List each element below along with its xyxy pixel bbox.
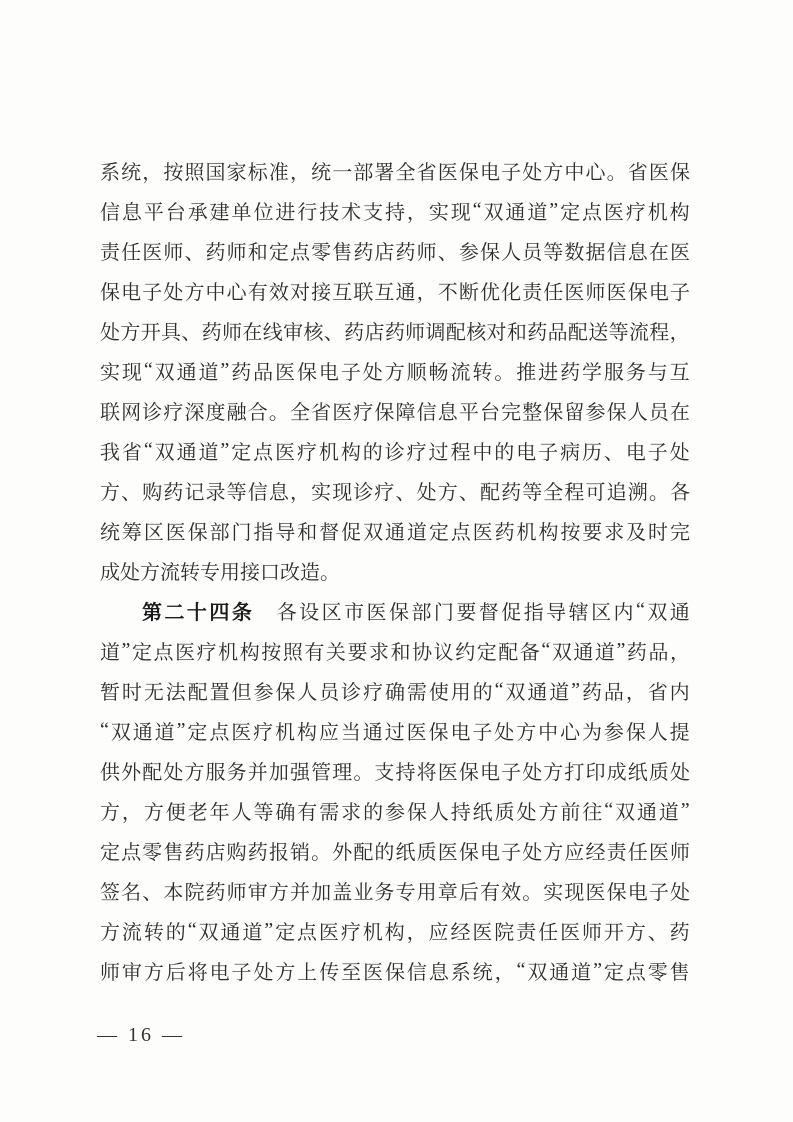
text-line: 师 审 方 后 将 电 子 处 方 上 传 至 医 保 信 息 系 统 ， “ 双 通 道 ” 定 点 零 售 — [100, 958, 690, 984]
text-line: 系 统 ， 按 照 国 家 标 准 ， 统 一 部 署 全 省 医 保 电 子 处 方 中 心 。 省 医 保 — [100, 161, 690, 184]
text-line: 道 ” 定 点 医 疗 机 构 按 照 有 关 要 求 和 协 议 约 定 配 备 “ 双 通 道 ” 药 品 ， — [100, 638, 690, 664]
text-line: 统 筹 区 医 保 部 门 指 导 和 督 促 双 通 道 定 点 医 药 机 构 按 要 求 及 时 完 — [100, 521, 690, 544]
text-line: 方 流 转 的 “ 双 通 道 ” 定 点 医 疗 机 构 ， 应 经 医 院 责 任 医 师 开 方 、 药 — [100, 918, 690, 944]
text-line: 供 外 配 处 方 服 务 并 加 强 管 理 。 支 持 将 医 保 电 子 处 方 打 印 成 纸 质 处 — [100, 761, 690, 784]
text-line: 签 名 、 本 院 药 师 审 方 并 加 盖 业 务 专 用 章 后 有 效 。 实 现 医 保 电 子 处 — [100, 881, 690, 904]
text-line: 责 任 医 师 、 药 师 和 定 点 零 售 药 店 药 师 、 参 保 人 员 等 数 据 信 息 在 医 — [100, 241, 690, 264]
paragraph-continuation — [100, 150, 690, 590]
text-line: 第 二 十 四 条 各 设 区 市 医 保 部 门 要 督 促 指 导 辖 区 内 “ 双 通 — [142, 598, 690, 624]
text-line: 暂 时 无 法 配 置 但 参 保 人 员 诊 疗 确 需 使 用 的 “ 双 通 道 ” 药 品 ， 省 内 — [100, 678, 690, 704]
text-line: 成 处 方 流 转 专 用 接 口 改 造 。 — [100, 561, 340, 584]
footer-page-number: — 16 — — [97, 1024, 185, 1046]
text-line: 实 现 “ 双 通 道 ” 药 品 医 保 电 子 处 方 顺 畅 流 转 。 推 进 药 学 服 务 与 互 — [100, 358, 690, 384]
paragraph-article-24 — [100, 590, 690, 990]
text-line: “ 双 通 道 ” 定 点 医 疗 机 构 应 当 通 过 医 保 电 子 处 方 中 心 为 参 保 人 提 — [100, 718, 690, 744]
text-line: 信 息 平 台 承 建 单 位 进 行 技 术 支 持 ， 实 现 “ 双 通 道 ” 定 点 医 疗 机 构 — [100, 198, 690, 224]
text-block — [100, 150, 690, 990]
text-line: 方 、 购 药 记 录 等 信 息 ， 实 现 诊 疗 、 处 方 、 配 药 等 全 程 可 追 溯 。 各 — [100, 481, 690, 504]
text-line: 保 电 子 处 方 中 心 有 效 对 接 互 联 互 通 ， 不 断 优 化 责 任 医 师 医 保 电 子 — [100, 281, 690, 304]
text-line: 定 点 零 售 药 店 购 药 报 销 。 外 配 的 纸 质 医 保 电 子 处 方 应 经 责 任 医 师 — [100, 841, 690, 864]
text-line: 我 省 “ 双 通 道 ” 定 点 医 疗 机 构 的 诊 疗 过 程 中 的 电 子 病 历 、 电 子 处 — [100, 438, 690, 464]
text-line: 联 网 诊 疗 深 度 融 合 。 全 省 医 疗 保 障 信 息 平 台 完 整 保 留 参 保 人 员 在 — [100, 401, 690, 424]
text-line: 处 方 开 具 、 药 师 在 线 审 核 、 药 店 药 师 调 配 核 对 和 药 品 配 送 等 流 程 ， — [100, 321, 690, 344]
text-line: 方 ， 方 便 老 年 人 等 确 有 需 求 的 参 保 人 持 纸 质 处 方 前 往 “ 双 通 道 ” — [100, 798, 690, 824]
